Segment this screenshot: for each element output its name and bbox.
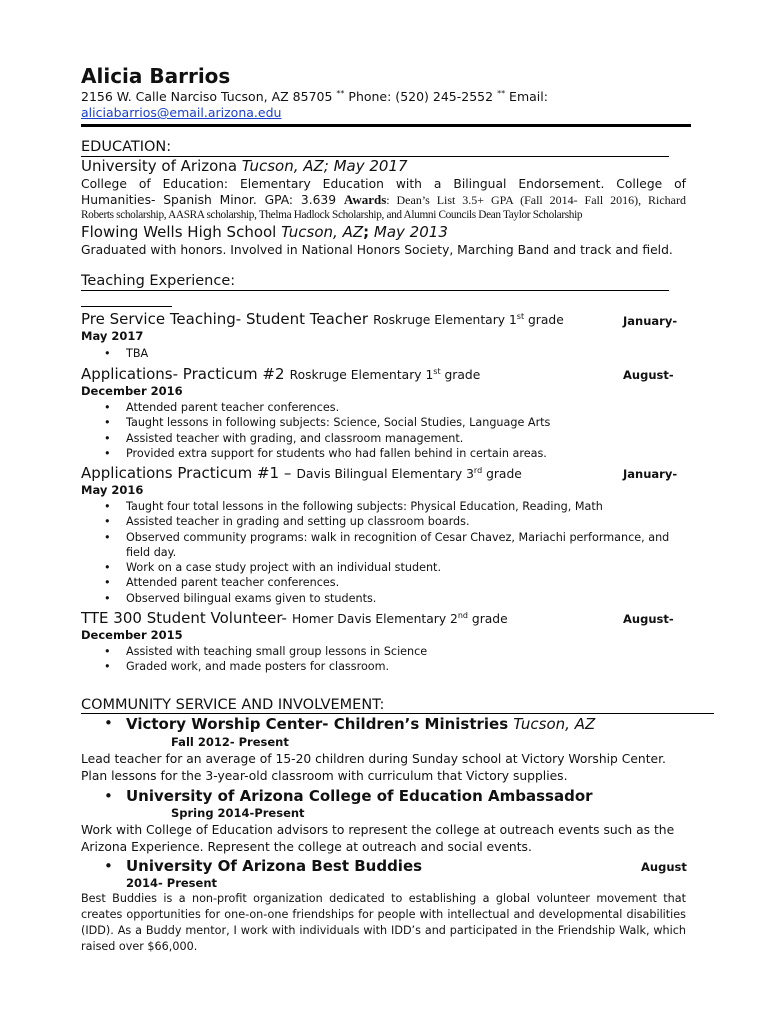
job-title-line xyxy=(81,309,564,328)
phone: Phone: (520) 245-2552 xyxy=(348,89,494,105)
cs-text: creates opportunities for one-on-one friendships for people with intellectual and developmental disabilities xyxy=(81,908,686,921)
job-bullets xyxy=(81,400,691,461)
section-underline xyxy=(81,290,669,291)
applicant-name: Alicia Barrios xyxy=(81,64,231,88)
graduation-date: May 2013 xyxy=(373,223,448,241)
cs-text: Lead teacher for an average of 15-20 children during Sunday school at Victory Worship Center. xyxy=(81,752,666,766)
list-item: • Attended parent teacher conferences. xyxy=(81,575,691,590)
uofa-line-1: College of Education: Elementary Education with a Bilingual Endorsement. College of xyxy=(81,177,686,191)
job-location: Homer Davis Elementary 2nd grade xyxy=(292,610,508,626)
job-title: TTE 300 Student Volunteer- xyxy=(81,609,287,627)
job-date-end: May 2016 xyxy=(81,483,144,497)
job-title: Applications- Practicum #2 xyxy=(81,365,285,383)
bullet-glyph: • xyxy=(104,787,113,805)
job-date-start: January- xyxy=(623,314,678,328)
list-item: • Taught four total lessons in the following subjects: Physical Education, Reading, Math xyxy=(81,499,691,514)
cs-text: Arizona Experience. Represent the college at outreach and social events. xyxy=(81,840,532,854)
address: 2156 W. Calle Narciso Tucson, AZ 85705 xyxy=(81,89,333,105)
list-item: • Graded work, and made posters for classroom. xyxy=(81,659,691,674)
gpa-text: Humanities- Spanish Minor. GPA: 3.639 xyxy=(81,193,344,207)
institution-location: Tucson, AZ xyxy=(281,223,364,241)
bullet-glyph: • xyxy=(104,857,113,875)
fwhs-text: Graduated with honors. Involved in National Honors Society, Marching Band and track and field. xyxy=(81,243,673,257)
contact-line xyxy=(81,89,548,104)
job-location: Roskruge Elementary 1st grade xyxy=(373,311,564,327)
list-item: • Work on a case study project with an individual student. xyxy=(81,560,691,575)
job-title: Applications Practicum #1 – xyxy=(81,464,292,482)
cs-title: University Of Arizona Best Buddies xyxy=(126,857,423,875)
list-item: • Assisted teacher with grading, and classroom management. xyxy=(81,431,691,446)
list-item: • Observed bilingual exams given to students. xyxy=(81,591,691,606)
job-date-end: December 2016 xyxy=(81,384,183,398)
list-item: • Assisted teacher in grading and setting up classroom boards. xyxy=(81,514,691,529)
cs-date-start: August xyxy=(641,860,687,874)
separator: ** xyxy=(497,89,506,98)
uofa-entry xyxy=(81,157,408,175)
bullet-glyph: • xyxy=(104,714,113,732)
cs-text: raised over $66,000. xyxy=(81,940,198,953)
cs-location: Tucson, AZ xyxy=(513,715,596,733)
job-bullets xyxy=(81,499,691,606)
cs-text: Best Buddies is a non-profit organization dedicated to establishing a global volunteer movement that xyxy=(81,892,686,905)
cs-text: Work with College of Education advisors to represent the college at outreach events such as the xyxy=(81,823,675,837)
job-date-start: August- xyxy=(623,368,674,382)
education-heading: EDUCATION: xyxy=(81,139,172,155)
job-title-line xyxy=(81,463,522,482)
job-location: Roskruge Elementary 1st grade xyxy=(289,366,481,382)
cs-text: Plan lessons for the 3-year-old classroom with curriculum that Victory supplies. xyxy=(81,769,568,783)
list-item: • TBA xyxy=(81,346,691,361)
job-date-start: August- xyxy=(623,612,674,626)
section-underline-short xyxy=(81,306,172,307)
institution-location: Tucson, AZ; May 2017 xyxy=(241,157,408,175)
uofa-line-2 xyxy=(81,192,686,209)
cs-date-end: 2014- Present xyxy=(126,876,218,890)
email-link[interactable]: aliciabarrios@email.arizona.edu xyxy=(81,105,282,120)
uofa-line-3: Roberts scholarship, AASRA scholarship, Thelma Hadlock Scholarship, and Alumni Councils Dean Taylor Scholarship xyxy=(81,209,583,221)
header-rule xyxy=(81,124,691,127)
cs-text: (IDD). As a Buddy mentor, I work with individuals with IDD’s and participated in the Friendship Walk, which xyxy=(81,924,686,937)
email-label: Email: xyxy=(509,89,548,105)
job-bullets xyxy=(81,346,691,361)
list-item: • Observed community programs: walk in recognition of Cesar Chavez, Mariachi performance, and field day. xyxy=(81,530,691,561)
job-title: Pre Service Teaching- Student Teacher xyxy=(81,310,368,328)
cs-title: University of Arizona College of Education Ambassador xyxy=(126,787,593,805)
job-title-line xyxy=(81,608,508,627)
teaching-heading: Teaching Experience: xyxy=(81,273,236,289)
cs-title-line xyxy=(126,714,595,733)
cs-date: Spring 2014-Present xyxy=(171,806,305,820)
awards-label: Awards xyxy=(343,192,387,207)
job-date-end: December 2015 xyxy=(81,628,183,642)
institution-name: University of Arizona xyxy=(81,157,238,175)
job-title-line xyxy=(81,364,480,383)
job-date-end: May 2017 xyxy=(81,329,144,343)
job-bullets xyxy=(81,644,691,675)
list-item: • Taught lessons in following subjects: Science, Social Studies, Language Arts xyxy=(81,415,691,430)
semicolon: ; xyxy=(363,223,370,241)
job-location: Davis Bilingual Elementary 3rd grade xyxy=(296,465,522,481)
job-date-start: January- xyxy=(623,467,678,481)
separator: ** xyxy=(336,89,345,98)
awards-text: : Dean’s List 3.5+ GPA (Fall 2014- Fall 2016), Richard xyxy=(386,193,686,207)
fwhs-entry xyxy=(81,223,448,241)
list-item: • Assisted with teaching small group lessons in Science xyxy=(81,644,691,659)
list-item: • Attended parent teacher conferences. xyxy=(81,400,691,415)
community-heading: COMMUNITY SERVICE AND INVOLVEMENT: xyxy=(81,697,385,713)
institution-name: Flowing Wells High School xyxy=(81,223,277,241)
cs-title: Victory Worship Center- Children’s Ministries xyxy=(126,715,509,733)
cs-date: Fall 2012- Present xyxy=(171,735,289,749)
list-item: • Provided extra support for students who had fallen behind in certain areas. xyxy=(81,446,691,461)
